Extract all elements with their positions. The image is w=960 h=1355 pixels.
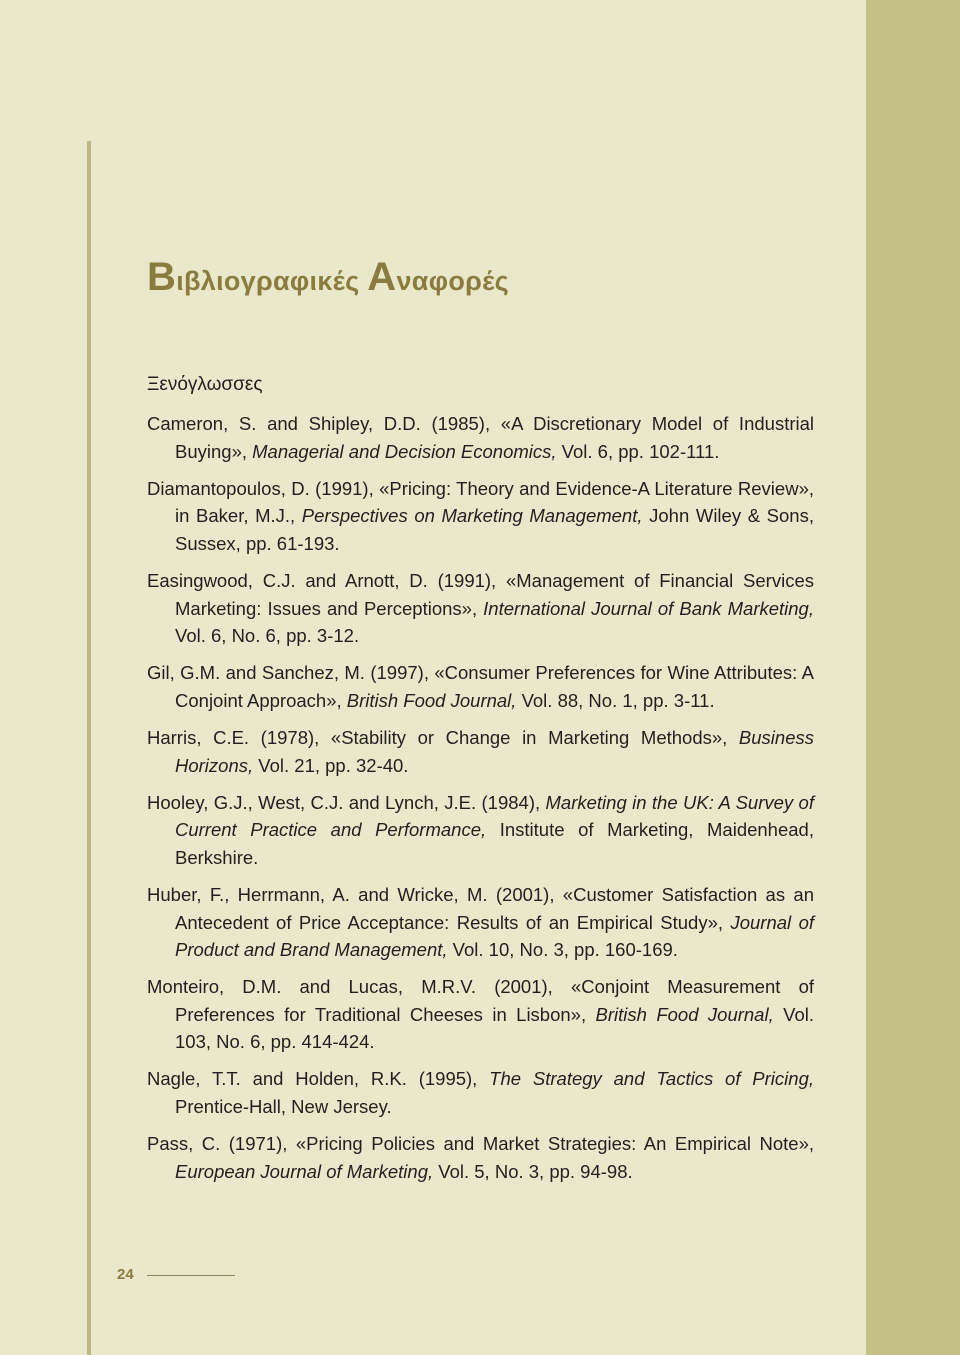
reference-item: Huber, F., Herrmann, A. and Wricke, M. (2001), «Customer Satisfaction as an Antecedent of Price Acceptance: Results of an Empirical Study», Journal of Product and Brand Management, Vol. 10, No. 3, pp. 160-169. [147,883,814,961]
reference-item: Harris, C.E. (1978), «Stability or Change in Marketing Methods», Business Horizons, Vol. 21, pp. 32-40. [147,726,814,776]
page-number: 24 [117,1266,134,1283]
title-initial-1: B [147,255,177,299]
title-initial-2: A [367,255,397,299]
reference-item: Cameron, S. and Shipley, D.D. (1985), «A Discretionary Model of Industrial Buying», Managerial and Decision Economics, Vol. 6, pp. 102-111. [147,413,814,462]
reference-item: Pass, C. (1971), «Pricing Policies and Market Strategies: An Empirical Note», European Journal of Marketing, Vol. 5, No. 3, pp. 94-98. [147,1133,814,1182]
reference-item: Monteiro, D.M. and Lucas, M.R.V. (2001), «Conjoint Measurement of Preferences for Traditional Cheeses in Lisbon», British Food Journal, Vol. 103, No. 6, pp. 414-424. [147,976,815,1053]
reference-item: Diamantopoulos, D. (1991), «Pricing: Theory and Evidence-A Literature Review», in Baker, M.J., Perspectives on Marketing Management, John Wiley & Sons, Sussex, pp. 61-193. [147,477,814,554]
right-margin-band [866,0,960,1355]
footer-rule [147,1275,235,1276]
reference-item: Gil, G.M. and Sanchez, M. (1997), «Consumer Preferences for Wine Attributes: A Conjoint Approach», British Food Journal, Vol. 88, No. 1, pp. 3-11. [147,662,814,711]
section-heading: Ξενόγλωσσες [147,374,263,395]
title-word-1: ιβλιογραφικές [176,266,368,296]
reference-item: Easingwood, C.J. and Arnott, D. (1991), «Management of Financial Services Marketing: Issues and Perceptions», International Journal of Bank Marketing, Vol. 6, No. 6, pp. 3-12. [147,569,814,647]
left-vertical-rule [87,141,91,1355]
reference-list [147,410,814,1195]
page-title [147,255,509,300]
title-word-2: ναφορές [396,266,509,296]
reference-item: Hooley, G.J., West, C.J. and Lynch, J.E. (1984), Marketing in the UK: A Survey of Current Practice and Performance, Institute of Marketing, Maidenhead, Berkshire. [147,791,814,868]
reference-item: Nagle, T.T. and Holden, R.K. (1995), The Strategy and Tactics of Pricing, Prentice-Hall, New Jersey. [147,1068,814,1118]
